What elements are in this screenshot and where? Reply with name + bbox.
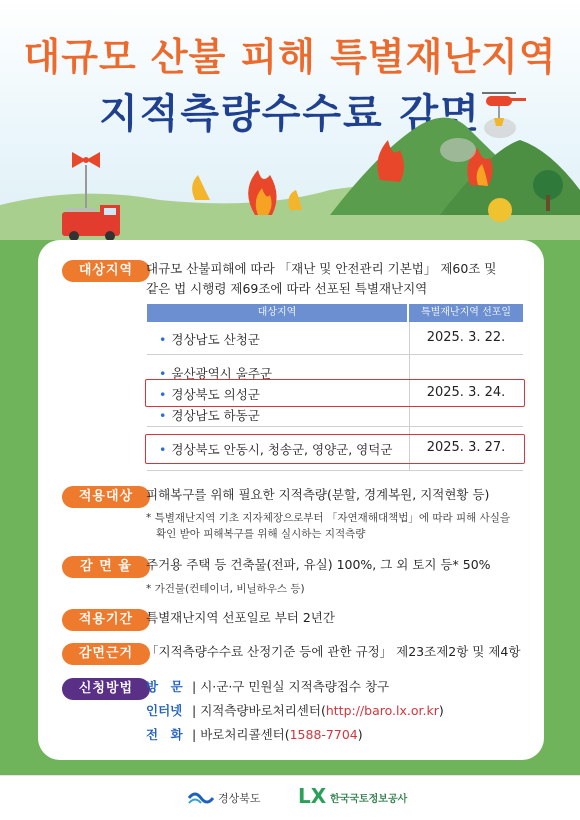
- scope-note-line1: * 특별재난지역 기초 지자체장으로부터 「자연재해대책법」에 따라 피해 사실을: [146, 512, 511, 524]
- apply-phone-text: 바로처리콜센터(: [200, 727, 290, 742]
- declaration-date: 2025. 3. 22.: [426, 330, 506, 345]
- apply-web-text: 지적측량바로처리센터(: [200, 703, 326, 718]
- target-description: [146, 259, 496, 299]
- bullet-icon: •: [159, 442, 167, 457]
- scope-note: [146, 510, 510, 542]
- footer: [0, 775, 580, 820]
- region-name: 경상남도 산청군: [171, 332, 260, 347]
- footer-org2: 한국국토정보공사: [330, 794, 408, 805]
- highlight-box: [145, 379, 525, 407]
- row-divider: [147, 426, 523, 427]
- reduction-note: * 가건물(컨테이너, 비닐하우스 등): [146, 583, 305, 595]
- row-divider: [147, 470, 523, 471]
- bullet-icon: •: [159, 387, 167, 402]
- reduction-text: 주거용 주택 등 건축물(전파, 유실) 100%, 그 외 토지 등* 50%: [146, 557, 491, 572]
- apply-phone-key: 전 화: [146, 727, 183, 742]
- region-name: 경상북도 안동시, 청송군, 영양군, 영덕군: [171, 442, 393, 457]
- bullet-icon: •: [159, 332, 167, 347]
- apply-web-key: 인터넷: [146, 703, 183, 718]
- region-name: 울산광역시 울주군: [171, 366, 272, 381]
- table-row: [159, 330, 260, 348]
- table-row: [159, 406, 260, 424]
- separator: |: [192, 703, 197, 718]
- apply-web-url[interactable]: http://baro.lx.or.kr: [325, 703, 439, 718]
- target-desc-line2: 같은 법 시행령 제69조에 따라 선포된 특별재난지역: [146, 281, 428, 296]
- label-scope: 적용대상: [62, 486, 150, 508]
- declaration-date: 2025. 3. 24.: [426, 385, 506, 400]
- column-header-date: 특별재난지역 선포일: [409, 304, 523, 322]
- label-target-area: 대상지역: [62, 260, 150, 282]
- info-card: [38, 240, 544, 760]
- apply-web-close: ): [438, 703, 444, 718]
- tree: [488, 198, 512, 222]
- apply-web: [146, 701, 444, 721]
- label-how-to-apply: 신청방법: [62, 678, 150, 700]
- apply-visit-text: 시·군·구 민원실 지적측량접수 창구: [200, 679, 390, 694]
- separator: |: [192, 727, 197, 742]
- target-desc-line1: 대규모 산불피해에 따라 「재난 및 안전관리 기본법」 제60조 및: [146, 261, 497, 276]
- smoke: [440, 138, 476, 162]
- bullet-icon: •: [159, 366, 167, 381]
- table-header: [147, 304, 523, 322]
- apply-visit-key: 방 문: [146, 679, 183, 694]
- title-line2: 지적측량수수료 감면: [99, 91, 481, 137]
- bullet-icon: •: [159, 408, 167, 423]
- region-name: 경상남도 하동군: [171, 408, 260, 423]
- highlight-box: [145, 434, 525, 464]
- label-reduction-rate: 감 면 율: [62, 556, 150, 578]
- title-line1: 대규모 산불 피해 특별재난지역: [23, 35, 557, 79]
- label-basis: 감면근거: [62, 643, 150, 665]
- row-divider: [147, 354, 523, 355]
- label-period: 적용기간: [62, 609, 150, 631]
- gyeongbuk-logo-icon: [188, 789, 214, 807]
- scope-text: 피해복구를 위해 필요한 지적측량(분할, 경계복원, 지적현황 등): [146, 487, 490, 502]
- declaration-date: 2025. 3. 27.: [426, 440, 506, 455]
- fire-truck-icon: [62, 205, 120, 240]
- separator: |: [192, 679, 197, 694]
- lx-logo-icon: LX: [298, 784, 327, 808]
- apply-visit: [146, 677, 389, 697]
- basis-text: 「지적측량수수료 산정기준 등에 관한 규정」 제23조제2항 및 제4항: [146, 644, 521, 659]
- period-text: 특별재난지역 선포일로 부터 2년간: [146, 610, 335, 625]
- wildfire-illustration: [0, 0, 580, 240]
- region-table: [147, 304, 523, 474]
- column-header-region: 대상지역: [147, 304, 407, 322]
- apply-phone-number: 1588-7704: [289, 727, 358, 742]
- region-name: 경상북도 의성군: [171, 387, 260, 402]
- fire: [192, 175, 210, 200]
- apply-phone-close: ): [357, 727, 363, 742]
- footer-org1: 경상북도: [218, 792, 261, 805]
- tree-trunk: [546, 195, 550, 211]
- scope-note-line2: 확인 받아 피해복구를 위해 실시하는 지적측량: [156, 528, 366, 540]
- apply-phone: [146, 725, 363, 745]
